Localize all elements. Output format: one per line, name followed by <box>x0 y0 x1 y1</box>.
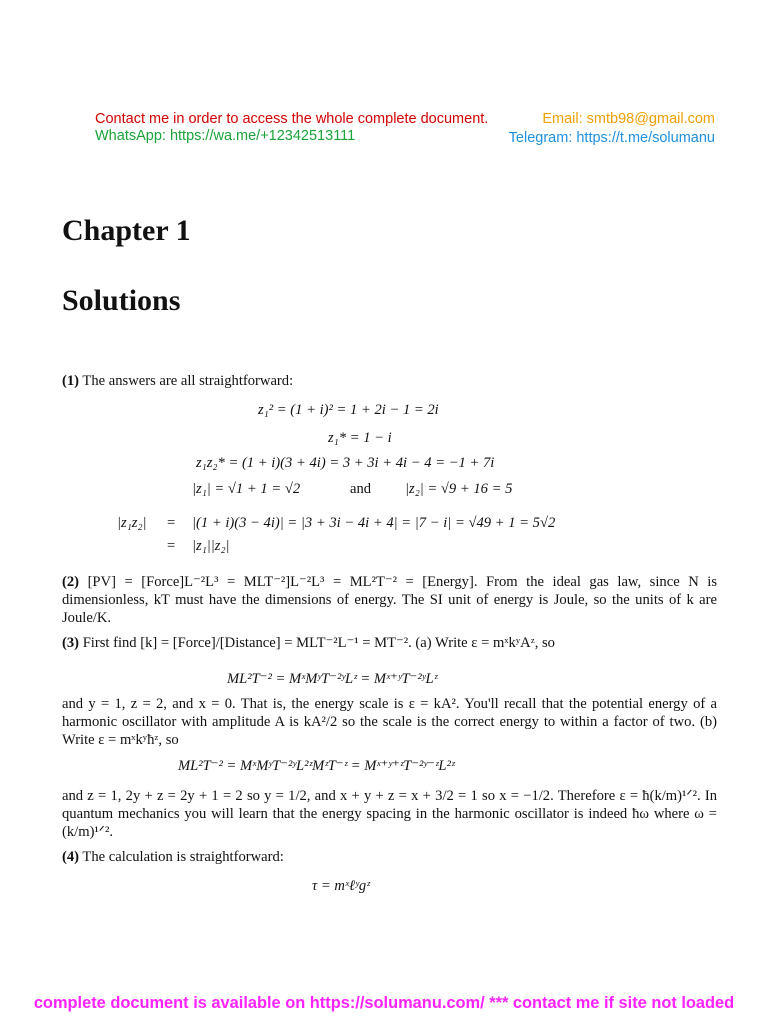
problem-number: (3) <box>62 635 80 651</box>
problem-3-part-2: and y = 1, z = 2, and x = 0. That is, the energy scale is ε = kA². You'll recall that the potential energy of a harmonic oscillator with amplitude A is kA²/2 so the scale is the correct energy to within a factor of two. (b) Write ε = mˣkʸħᶻ, so <box>62 696 717 748</box>
equation: ML²T⁻² = MˣMʸT⁻²ʸL²ᶻMᶻT⁻ᶻ = Mˣ⁺ʸ⁺ᶻT⁻²ʸ⁻ᶻL²ᶻ <box>178 758 455 774</box>
equation: z₁² = (1 + i)² = 1 + 2i − 1 = 2i <box>258 402 439 418</box>
problem-number: (2) <box>62 574 80 590</box>
problem-3-part-1 <box>62 634 717 652</box>
problem-number: (4) <box>62 849 80 865</box>
problem-3-part-3: and z = 1, 2y + z = 2y + 1 = 2 so y = 1/2, and x + y + z = x + 3/2 = 1 so x = −1/2. Therefore ε = ħ(k/m)¹ᐟ². In quantum mechanics you will learn that the energy spacing in the harmonic oscillator is indeed ħω where ω = (k/m)¹ᐟ². <box>62 788 717 840</box>
section-title: Solutions <box>62 284 181 317</box>
equation: z₁z₂* = (1 + i)(3 + 4i) = 3 + 3i + 4i − 4 = −1 + 7i <box>196 455 495 471</box>
problem-text: The calculation is straightforward: <box>82 849 284 865</box>
equation: ML²T⁻² = MˣMʸT⁻²ʸLᶻ = Mˣ⁺ʸT⁻²ʸLᶻ <box>227 671 438 687</box>
chapter-title: Chapter 1 <box>62 214 191 247</box>
problem-1-intro <box>62 372 717 390</box>
equation-rhs: |(1 + i)(3 − 4i)| = |3 + 3i − 4i + 4| = |7 − i| = √49 + 1 = 5√2 <box>192 515 556 531</box>
equation: |z₂| = √9 + 16 = 5 <box>405 481 513 497</box>
equation-lhs: |z₁z₂| <box>117 515 147 531</box>
problem-4-intro <box>62 848 717 866</box>
equation: z₁* = 1 − i <box>328 430 392 446</box>
equation-and: and <box>350 481 372 497</box>
problem-text: The answers are all straightforward: <box>82 373 294 389</box>
telegram-link[interactable]: Telegram: https://t.me/solumanu <box>508 130 715 146</box>
equation: τ = mˣℓʸgᶻ <box>312 878 370 894</box>
email-link[interactable]: Email: smtb98@gmail.com <box>542 111 715 127</box>
contact-text: Contact me in order to access the whole complete document. <box>95 111 489 127</box>
problem-text: First find [k] = [Force]/[Distance] = MLT⁻²L⁻¹ = MT⁻². (a) Write ε = mˣkʸAᶻ, so <box>82 635 555 651</box>
problem-number: (1) <box>62 373 80 389</box>
problem-text: [PV] = [Force]L⁻²L³ = MLT⁻²]L⁻²L³ = ML²T⁻² = [Energy]. From the ideal gas law, since N is dimensionless, kT must have the dimensions of energy. The SI unit of energy is Joule, so the units of k are Joule/K. <box>62 574 717 626</box>
footer-banner[interactable]: complete document is available on https://solumanu.com/ *** contact me if site not loaded <box>33 994 735 1012</box>
problem-2 <box>62 573 717 627</box>
whatsapp-link[interactable]: WhatsApp: https://wa.me/+12342513111 <box>95 128 356 144</box>
equation-equals: = <box>167 538 176 554</box>
equation-rhs: |z₁||z₂| <box>192 538 230 554</box>
equation: |z₁| = √1 + 1 = √2 <box>192 481 301 497</box>
equation-equals: = <box>167 515 176 531</box>
